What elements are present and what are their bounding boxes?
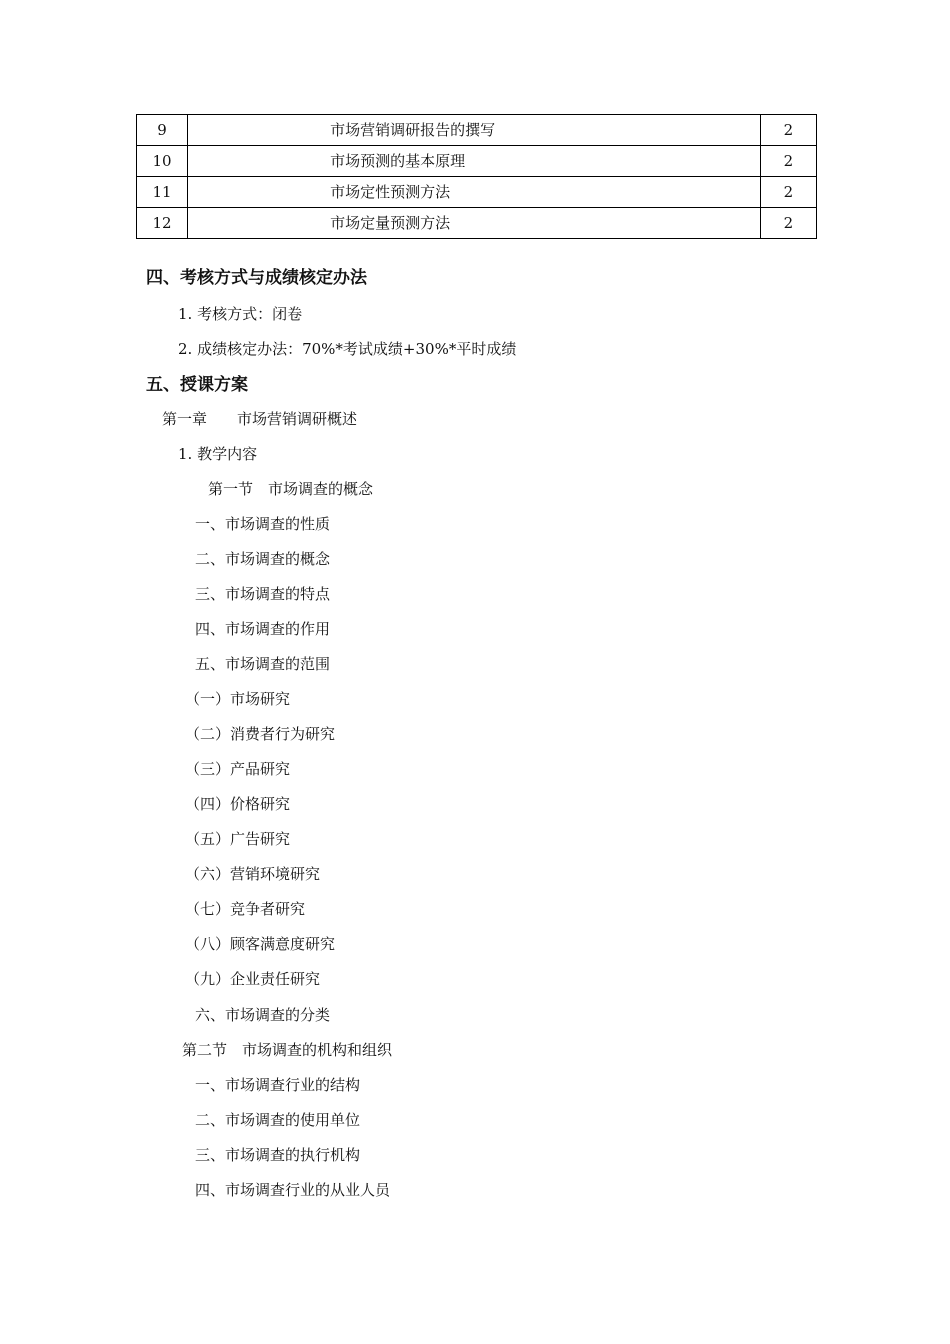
list-item: （八）顾客满意度研究 [185, 935, 336, 953]
row-hours: 2 [760, 146, 816, 177]
list-item: （四）价格研究 [185, 795, 291, 813]
row-title: 市场营销调研报告的撰写 [188, 115, 761, 146]
list-item: （一）市场研究 [185, 690, 291, 708]
row-number: 10 [137, 146, 188, 177]
row-number: 12 [137, 208, 188, 239]
table-row [137, 208, 817, 239]
list-item: （五）广告研究 [185, 830, 291, 848]
section-5-heading: 五、授课方案 [146, 375, 248, 395]
row-hours: 2 [760, 208, 816, 239]
course-hours-table [136, 114, 817, 239]
list-item: （六）营销环境研究 [185, 865, 321, 883]
table-row [137, 146, 817, 177]
row-number: 9 [137, 115, 188, 146]
row-number: 11 [137, 177, 188, 208]
list-item: 三、市场调查的执行机构 [195, 1146, 361, 1164]
row-title: 市场定量预测方法 [188, 208, 761, 239]
list-item: 四、市场调查的作用 [195, 620, 331, 638]
teaching-content-label: 1. 教学内容 [178, 445, 258, 463]
row-title: 市场定性预测方法 [188, 177, 761, 208]
list-item: （七）竞争者研究 [185, 900, 306, 918]
list-item: 二、市场调查的概念 [195, 550, 331, 568]
row-hours: 2 [760, 177, 816, 208]
list-item: 一、市场调查行业的结构 [195, 1076, 361, 1094]
chapter-title: 第一章 市场营销调研概述 [162, 410, 358, 428]
table-row [137, 115, 817, 146]
section-2-title: 第二节 市场调查的机构和组织 [182, 1041, 393, 1059]
section-4-heading: 四、考核方式与成绩核定办法 [146, 268, 367, 288]
list-item: 三、市场调查的特点 [195, 585, 331, 603]
list-item: 二、市场调查的使用单位 [195, 1111, 361, 1129]
row-hours: 2 [760, 115, 816, 146]
list-item: （二）消费者行为研究 [185, 725, 336, 743]
list-item: 六、市场调查的分类 [195, 1006, 331, 1024]
assessment-method: 1. 考核方式：闭卷 [178, 305, 303, 323]
list-item: 五、市场调查的范围 [195, 655, 331, 673]
list-item: （九）企业责任研究 [185, 970, 321, 988]
grading-method: 2. 成绩核定办法：70%*考试成绩+30%*平时成绩 [178, 340, 517, 358]
list-item: 一、市场调查的性质 [195, 515, 331, 533]
section-1-title: 第一节 市场调查的概念 [208, 480, 374, 498]
list-item: （三）产品研究 [185, 760, 291, 778]
list-item: 四、市场调查行业的从业人员 [195, 1181, 391, 1199]
row-title: 市场预测的基本原理 [188, 146, 761, 177]
table-row [137, 177, 817, 208]
